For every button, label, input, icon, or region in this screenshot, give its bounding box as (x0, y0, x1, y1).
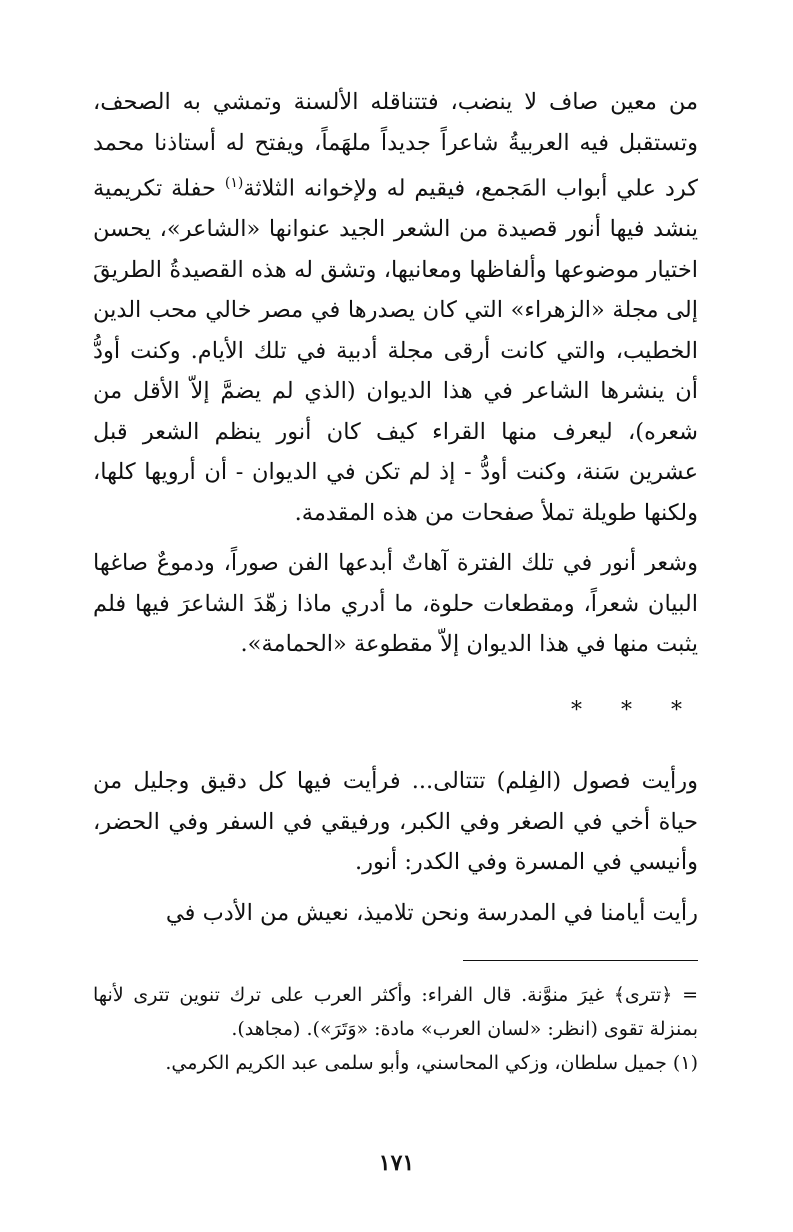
footnote-divider (463, 960, 698, 961)
paragraph-1-part-a: من معين صاف لا ينضب، فتتناقله الألسنة وتمشي به الصحف، وتستقبل فيه العربيةُ شاعراً جديداً ملهَماً، ويفتح له أستاذنا محمد كرد علي أبواب المَجمع، فيقيم له ولإخوانه الثلاثة (93, 89, 699, 202)
footnote-1: (١) جميل سلطان، وزكي المحاسني، وأبو سلمى عبد الكريم الكرمي. (165, 1052, 698, 1074)
section-ornament: * * * (571, 697, 698, 723)
paragraph-3: ورأيت فصول (الفِلم) تتتالى... فرأيت فيها كل دقيق وجليل من حياة أخي في الصغر وفي الكبر، ورفيقي في السفر وفي الحضر، وأنيسي في المسرة وفي الكدر: أنور. (93, 768, 698, 875)
paragraph-1 (93, 82, 698, 533)
page-number: ١٧١ (378, 1150, 415, 1176)
paragraph-2: وشعر أنور في تلك الفترة آهاتٌ أبدعها الفن صوراً، ودموعٌ صاغها البيان شعراً، ومقطعات حلوة، ما أدري ماذا زهّدَ الشاعرَ فيها فلم يثبت منها في هذا الديوان إلاّ مقطوعة «الحمامة». (93, 550, 698, 657)
main-text (93, 82, 698, 933)
paragraph-4: رأيت أيامنا في المدرسة ونحن تلاميذ، نعيش من الأدب في (165, 899, 698, 926)
footnote-reference-1: (١) (224, 175, 244, 191)
paragraph-1-part-b: حفلة تكريمية ينشد فيها أنور قصيدة من الشعر الجيد عنوانها «الشاعر»، يحسن اختيار موضوعها وألفاظها ومعانيها، وتشق له هذه القصيدةُ الطريقَ إلى مجلة «الزهراء» التي كان يصدرها في مصر خالي محب الدين الخطيب، والتي كانت أرقى مجلة أدبية في تلك الأيام. وكنت أودُّ أن ينشرها الشاعر في هذا الديوان (الذي لم يضمَّ إلاّ الأقل من شعره)، ليعرف منها القراء كيف كان أنور ينظم الشعر قبل عشرين سَنة، وكنت أودُّ - إذ لم تكن في الديوان - أن أرويها كلها، ولكنها طويلة تملأ صفحات من هذه المقدمة. (93, 175, 698, 526)
footnote-continued: = ﴿تترى﴾ غيرَ منوَّنة. قال الفراء: وأكثر العرب على ترك تنوين تترى لأنها بمنزلة تقوى (انظر: «لسان العرب» مادة: «وَتَرَ»). (مجاهد). (93, 984, 698, 1040)
footnotes (93, 978, 698, 1080)
